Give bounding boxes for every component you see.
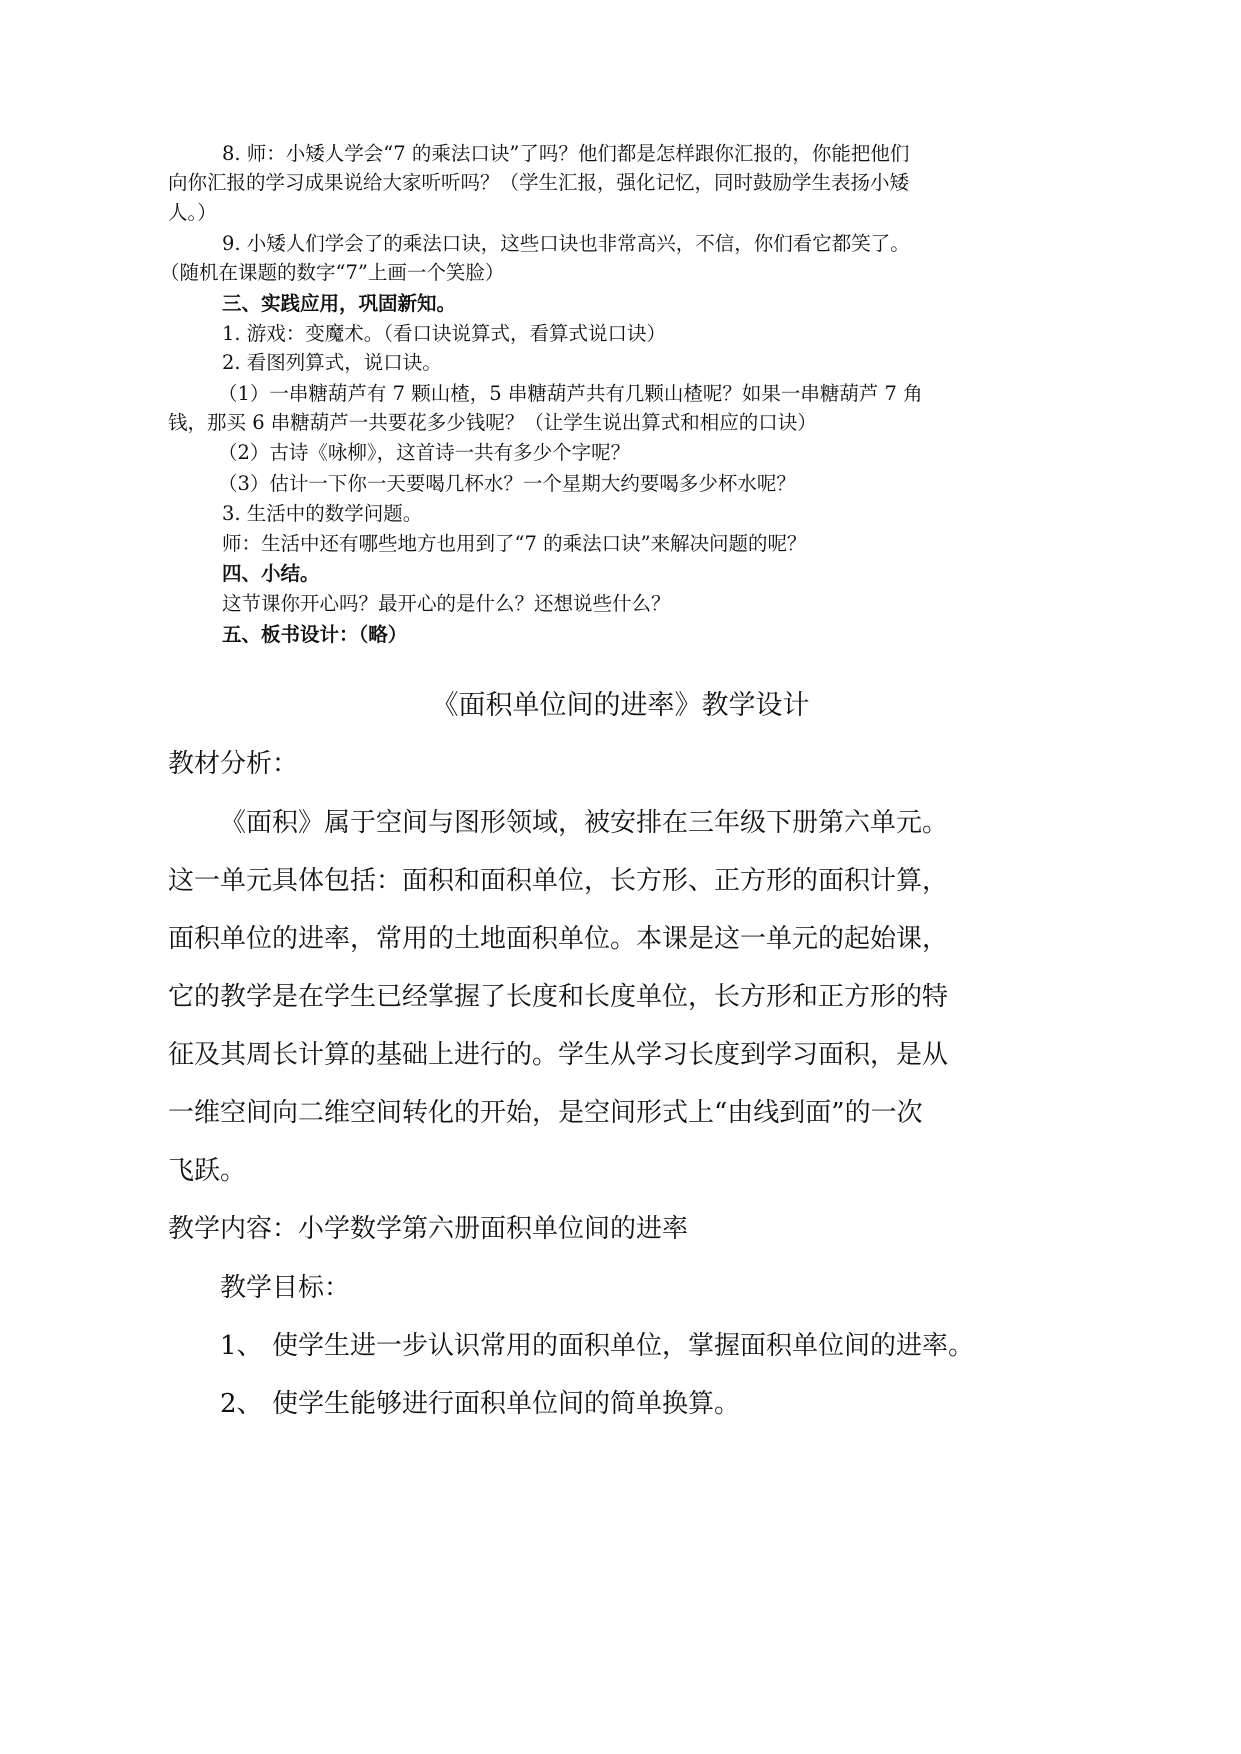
goal-2-number: 2、 bbox=[220, 1389, 263, 1419]
analysis-line-5: 征及其周长计算的基础上进行的。学生从学习长度到学习面积，是从 bbox=[168, 1040, 949, 1070]
goal-2-text: 使学生能够进行面积单位间的简单换算。 bbox=[272, 1389, 741, 1419]
practice-item-2-2: （2）古诗《咏柳》，这首诗一共有多少个字呢？ bbox=[218, 441, 631, 464]
document-title: 《面积单位间的进率》教学设计 bbox=[431, 690, 810, 721]
item9-line1: 9. 小矮人们学会了的乘法口诀，这些口诀也非常高兴，不信，你们看它都笑了。 bbox=[222, 232, 910, 255]
analysis-heading: 教材分析： bbox=[168, 749, 299, 779]
item8-line1: 8. 师：小矮人学会“7 的乘法口诀”了吗？他们都是怎样跟你汇报的，你能把他们 bbox=[222, 142, 910, 165]
item8-line3: 人。） bbox=[168, 201, 217, 224]
item9-line2: （随机在课题的数字“7”上画一个笑脸） bbox=[160, 261, 505, 284]
practice-item-2-3: （3）估计一下你一天要喝几杯水？一个星期大约要喝多少杯水呢？ bbox=[218, 472, 796, 495]
section-3-heading: 三、实践应用，巩固新知。 bbox=[222, 292, 457, 315]
analysis-line-4: 它的教学是在学生已经掌握了长度和长度单位，长方形和正方形的特 bbox=[168, 982, 949, 1012]
section-4-text: 这节课你开心吗？最开心的是什么？还想说些什么？ bbox=[222, 592, 671, 615]
practice-item-2-1-line2: 钱，那买 6 串糖葫芦一共要花多少钱呢？（让学生说出算式和相应的口诀） bbox=[168, 411, 817, 434]
teaching-content: 教学内容：小学数学第六册面积单位间的进率 bbox=[168, 1214, 689, 1244]
goals-heading: 教学目标： bbox=[220, 1273, 351, 1303]
practice-item-3: 3. 生活中的数学问题。 bbox=[222, 502, 423, 525]
analysis-line-7: 飞跃。 bbox=[168, 1156, 247, 1186]
practice-item-2: 2. 看图列算式，说口诀。 bbox=[222, 351, 442, 374]
practice-item-2-1-line1: （1）一串糖葫芦有 7 颗山楂，5 串糖葫芦共有几颗山楂呢？如果一串糖葫芦 7 角 bbox=[218, 382, 923, 405]
analysis-line-1: 《面积》属于空间与图形领域，被安排在三年级下册第六单元。 bbox=[220, 808, 949, 838]
goal-1-number: 1、 bbox=[220, 1331, 263, 1361]
item8-line2: 向你汇报的学习成果说给大家听听吗？（学生汇报，强化记忆，同时鼓励学生表扬小矮 bbox=[168, 171, 910, 194]
analysis-line-3: 面积单位的进率，常用的土地面积单位。本课是这一单元的起始课， bbox=[168, 924, 949, 954]
analysis-line-6: 一维空间向二维空间转化的开始，是空间形式上“由线到面”的一次 bbox=[168, 1098, 923, 1128]
practice-item-1: 1. 游戏：变魔术。（看口诀说算式，看算式说口诀） bbox=[222, 322, 667, 345]
practice-item-3-text: 师：生活中还有哪些地方也用到了“7 的乘法口诀”来解决问题的呢？ bbox=[222, 532, 807, 555]
section-4-heading: 四、小结。 bbox=[222, 562, 320, 585]
analysis-line-2: 这一单元具体包括：面积和面积单位，长方形、正方形的面积计算， bbox=[168, 866, 949, 896]
goal-1-text: 使学生进一步认识常用的面积单位，掌握面积单位间的进率。 bbox=[272, 1331, 975, 1361]
section-5-heading: 五、板书设计：（略） bbox=[222, 623, 408, 646]
